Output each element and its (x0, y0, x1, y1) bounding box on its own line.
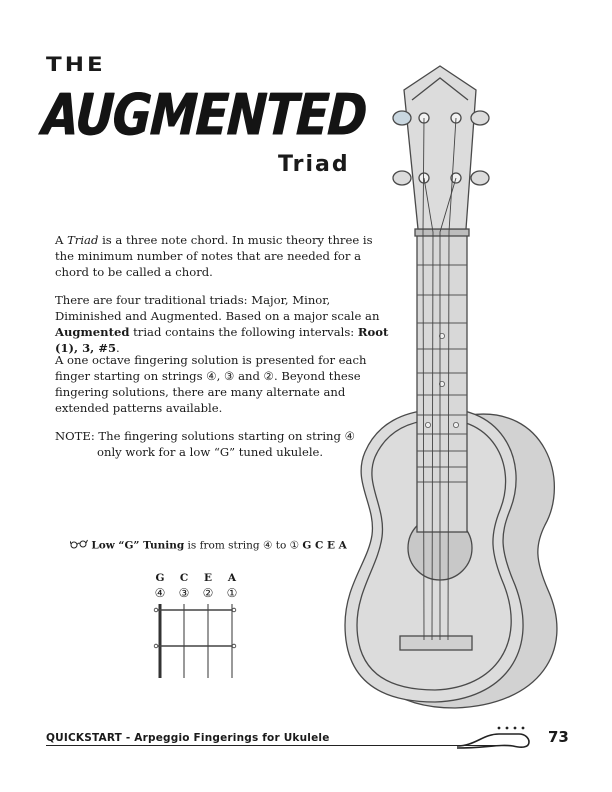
paragraph-note: NOTE: The fingering solutions starting on string ④ only work for a low “G” tuned ukulele. (55, 429, 356, 459)
page-subtitle: Triad (278, 152, 350, 177)
paragraph-triad-types: There are four traditional triads: Major, Minor, Diminished and Augmented. Based on a major scale an Augmented triad contains the following intervals: Root (1), 3, #5. (55, 293, 389, 355)
paragraph-triad-definition: A Triad is a three note chord. In music theory three is the minimum number of notes that are needed for a chord to be called a chord. (55, 233, 373, 279)
tuning-description: is from string ④ to ① (184, 539, 303, 552)
guitar-headstock-icon (455, 724, 537, 754)
string-number: ② (202, 586, 214, 600)
string-note-label: G (155, 572, 165, 584)
string-number: ④ (154, 586, 166, 600)
glasses-icon (70, 539, 88, 552)
tuning-note (70, 539, 347, 552)
string-note-label: C (179, 572, 189, 584)
string-note-label: E (203, 572, 212, 584)
page-number: 73 (548, 728, 569, 746)
tuning-label: Low “G” Tuning (91, 539, 185, 552)
tuning-notes: G C E A (302, 539, 347, 552)
string-number: ① (226, 586, 238, 600)
fretboard-diagram (150, 602, 250, 682)
page-title: AUGMENTED (40, 82, 368, 150)
title-prefix: THE (46, 54, 106, 77)
footer-divider (46, 745, 506, 746)
paragraph-fingering: A one octave fingering solution is presented for each finger starting on strings ④, ③ and ②. Beyond these fingering solutions, there are many alternate and extended patterns available. (55, 353, 367, 415)
string-number: ③ (178, 586, 190, 600)
footer-title: QUICKSTART - Arpeggio Fingerings for Ukulele (46, 732, 330, 744)
string-note-label: A (227, 572, 237, 584)
